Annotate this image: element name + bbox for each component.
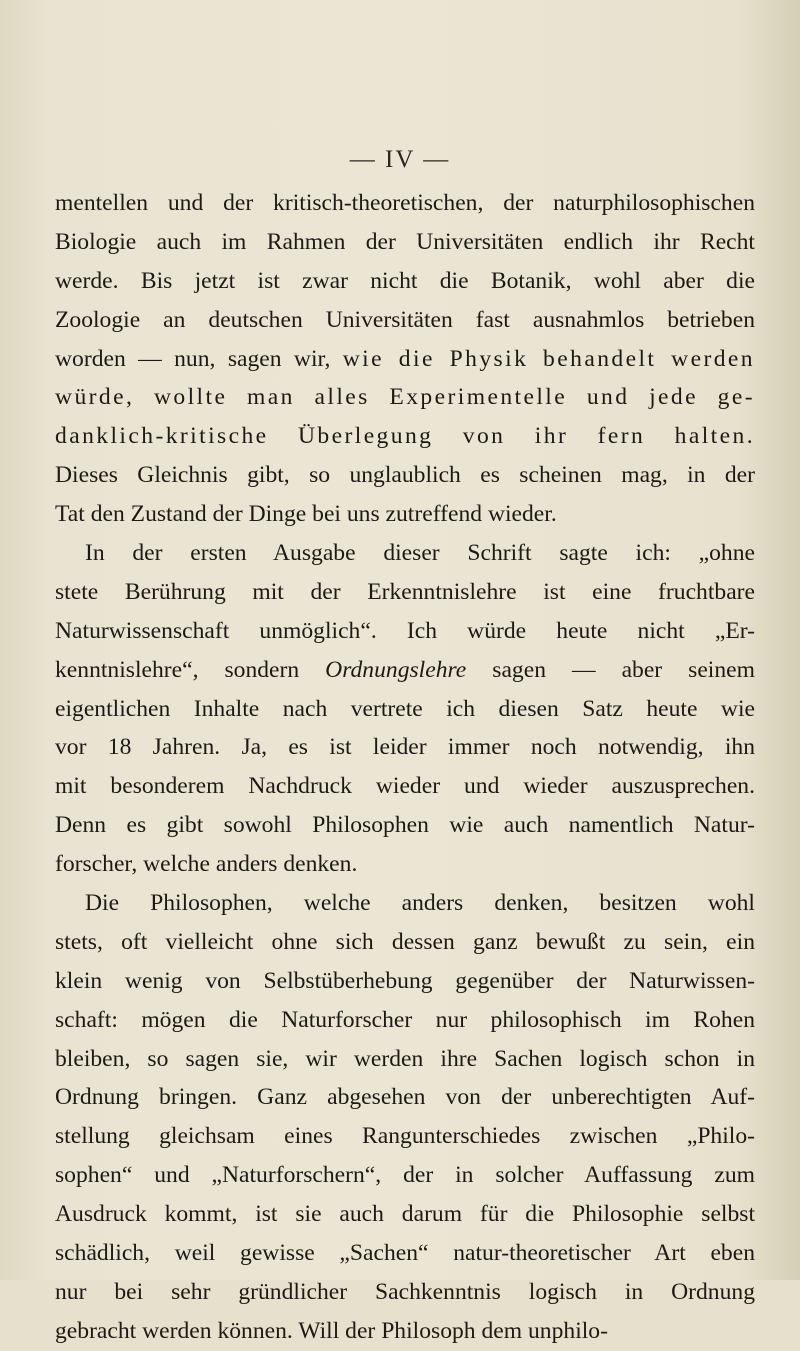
text-run: bleiben, so sagen sie, wir werden ihre Sachen logisch schon in [55,1045,755,1072]
text-run: stets, oft vielleicht ohne sich dessen ganz bewußt zu sein, ein [55,928,755,955]
text-run: mentellen und der kritisch-theoretischen, der naturphilosophischen [55,190,755,216]
text-line [55,184,755,223]
text-run: nur bei sehr gründlicher Sachkenntnis logisch in Ordnung [55,1278,755,1305]
text-run: Zoologie an deutschen Universitäten fast ausnahmlos betrieben [55,306,755,333]
text-line [55,340,755,379]
emphasis-text: Ordnungslehre [325,656,467,683]
text-run: Denn es gibt sowohl Philosophen wie auch namentlich Natur- [55,812,755,839]
text-line [55,1273,755,1312]
text-line [55,923,755,962]
text-line [55,1001,755,1040]
text-run: Biologie auch im Rahmen der Universitäten endlich ihr Recht [55,228,755,255]
text-run: schädlich, weil gewisse „Sachen“ natur-theoretischer Art eben [55,1240,755,1267]
spaced-emphasis-text: wie die Physik behandelt werden [342,345,755,372]
text-run: stellung gleichsam eines Rangunterschiedes zwischen „Philo- [55,1123,755,1150]
text-line [55,223,755,262]
text-line [55,456,755,495]
text-run: sagen — aber seinem [466,656,755,683]
text-line [55,1117,755,1156]
text-line [55,1312,755,1351]
text-line [55,378,755,417]
text-line [55,262,755,301]
spaced-emphasis-text: würde, wollte man alles Experimentelle und jede ge- [55,384,755,411]
text-run: In der ersten Ausgabe dieser Schrift sagte ich: „ohne [85,540,755,567]
text-run: sophen“ und „Naturforschern“, der in solcher Auffassung zum [55,1162,755,1189]
text-run: klein wenig von Selbstüberhebung gegenüber der Naturwissen- [55,967,755,994]
text-line [55,884,755,923]
text-line [55,690,755,729]
text-run: gebracht werden können. Will der Philosoph dem unphilo- [55,1317,608,1344]
body-text [55,184,755,1351]
text-run: forscher, welche anders denken. [55,851,358,878]
text-line [55,1078,755,1117]
text-run: Tat den Zustand der Dinge bei uns zutreffend wieder. [55,501,557,528]
text-line [55,417,755,456]
text-line [55,651,755,690]
text-line [55,1195,755,1234]
text-run: Die Philosophen, welche anders denken, besitzen wohl [85,890,755,917]
text-line [55,1156,755,1195]
text-run: schaft: mögen die Naturforscher nur philosophisch im Rohen [55,1006,755,1033]
text-run: Naturwissenschaft unmöglich“. Ich würde heute nicht „Er- [55,617,755,644]
text-line [55,962,755,1001]
text-line [55,612,755,651]
text-line [55,301,755,340]
text-line [55,495,755,534]
text-run: Ausdruck kommt, ist sie auch darum für die Philosophie selbst [55,1201,755,1228]
text-run: Ordnung bringen. Ganz abgesehen von der unberechtigten Auf- [55,1084,755,1111]
text-run: mit besonderem Nachdruck wieder und wieder auszusprechen. [55,773,755,800]
text-line [55,728,755,767]
text-line [55,573,755,612]
text-run: eigentlichen Inhalte nach vertrete ich diesen Satz heute wie [55,695,755,722]
text-line [55,806,755,845]
text-line [55,1234,755,1273]
text-line [55,534,755,573]
text-run: kenntnislehre“, sondern [55,656,326,683]
text-run: werde. Bis jetzt ist zwar nicht die Botanik, wohl aber die [55,267,755,294]
text-run: Dieses Gleichnis gibt, so unglaublich es scheinen mag, in der [55,462,755,489]
text-run: worden — nun, sagen wir, [55,345,343,372]
text-line [55,1040,755,1079]
text-run: stete Berührung mit der Erkenntnislehre ist eine fruchtbare [55,578,755,605]
text-line [55,767,755,806]
spaced-emphasis-text: danklich-kritische Überlegung von ihr fern halten. [55,423,755,450]
text-run: vor 18 Jahren. Ja, es ist leider immer noch notwendig, ihn [55,734,755,761]
page-number-header: — IV — [349,146,451,173]
text-line [55,845,755,884]
